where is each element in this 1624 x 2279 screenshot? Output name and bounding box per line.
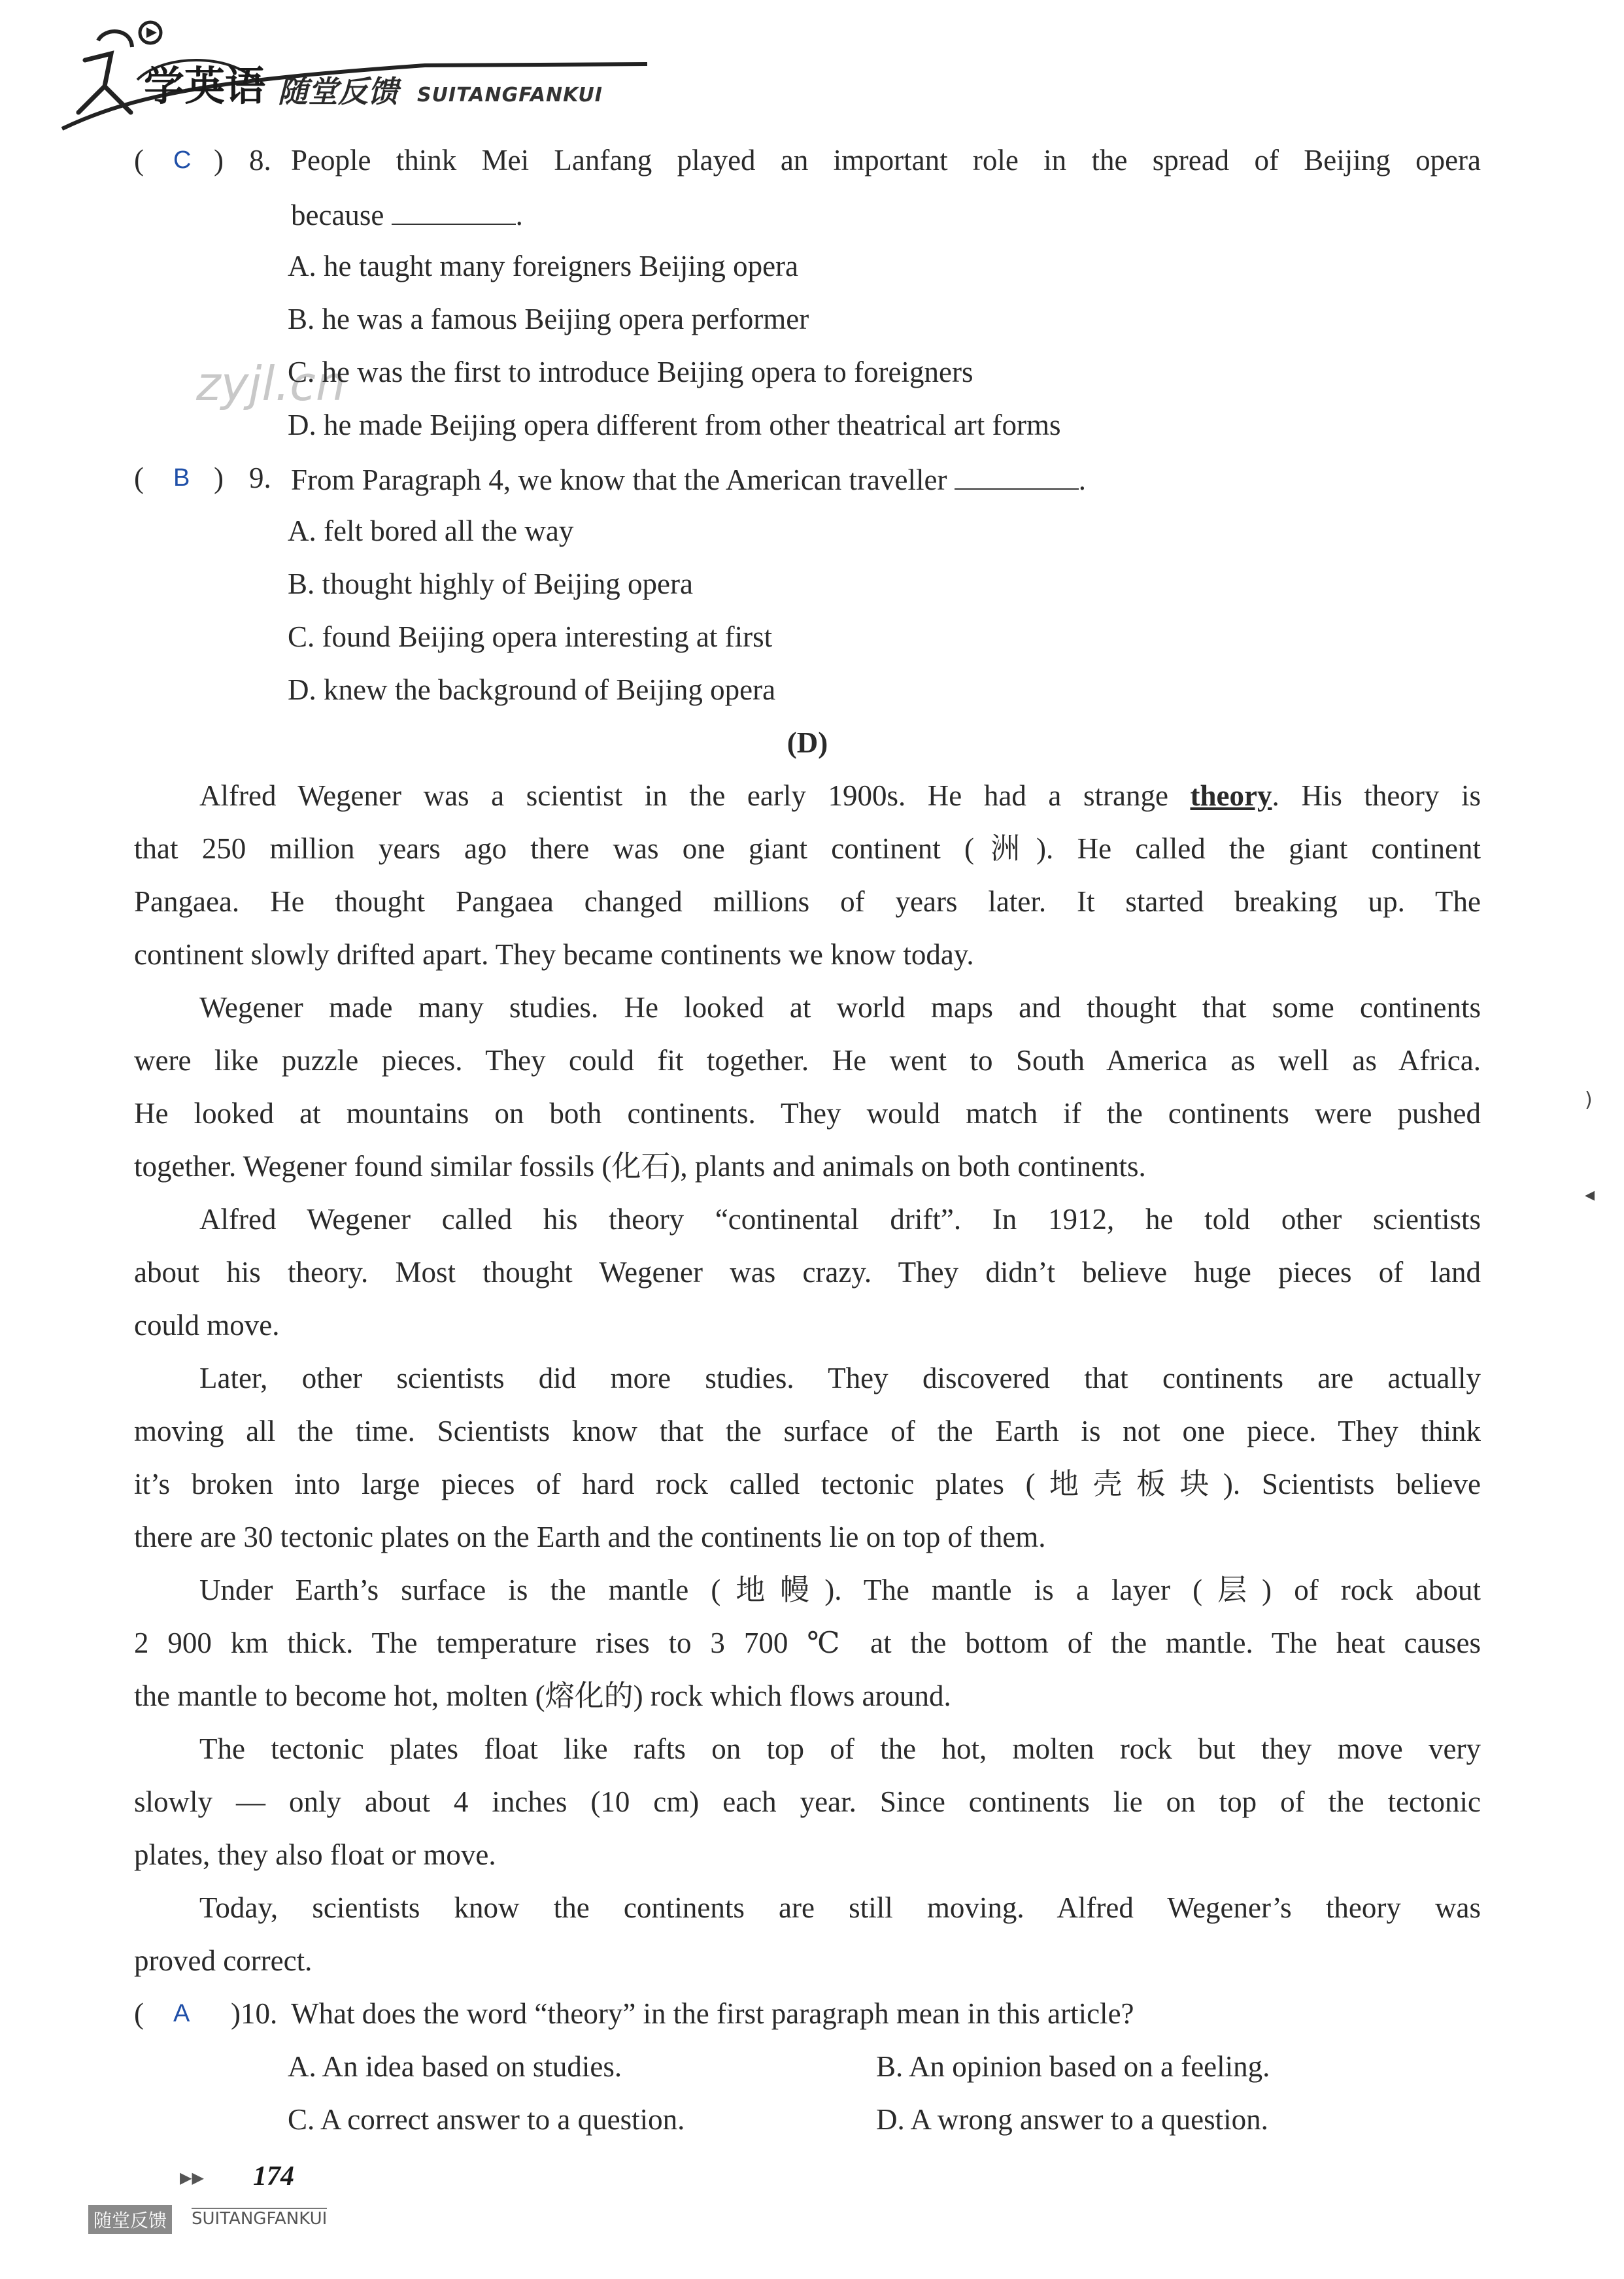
passage-line: continent slowly drifted apart. They became continents we know today. xyxy=(134,938,974,971)
answer-letter: C xyxy=(173,146,192,174)
passage-line: proved correct. xyxy=(134,1944,313,1977)
answer-blank xyxy=(955,452,1079,490)
passage-line: slowly — only about 4 inches (10 cm) each year. Since continents lie on top of the tectonic xyxy=(134,1785,1481,1818)
passage-line: there are 30 tectonic plates on the Earth and the continents lie on top of them. xyxy=(134,1521,1046,1553)
passage-line: were like puzzle pieces. They could fit together. He went to South America as well as Africa. xyxy=(134,1044,1481,1077)
passage-line: Today, scientists know the continents are still moving. Alfred Wegener’s theory was xyxy=(199,1891,1481,1924)
passage-line: Alfred Wegener was a scientist in the early 1900s. He had a strange theory. His theory is xyxy=(199,779,1481,812)
passage-line: Alfred Wegener called his theory “continental drift”. In 1912, he told other scientists xyxy=(199,1203,1481,1236)
passage-line: Under Earth’s surface is the mantle (地幔). The mantle is a layer (层) of rock about xyxy=(199,1574,1481,1606)
question-10: ( A )10. What does the word “theory” in the first paragraph mean in this article? xyxy=(134,1987,1481,2040)
passage-line: The tectonic plates float like rafts on top of the hot, molten rock but they move very xyxy=(199,1732,1481,1765)
passage-line: together. Wegener found similar fossils (化石), plants and animals on both continents. xyxy=(134,1150,1146,1183)
answer-blank xyxy=(392,187,516,225)
answer-letter: B xyxy=(173,464,190,492)
arrow-icon: ▶▶ xyxy=(180,2169,204,2187)
option-d: D. A wrong answer to a question. xyxy=(876,2103,1268,2136)
passage-line: about his theory. Most thought Wegener was crazy. They didn’t believe huge pieces of land xyxy=(134,1256,1481,1289)
passage-line: the mantle to become hot, molten (熔化的) rock which flows around. xyxy=(134,1680,951,1712)
page-content: ( C ) 8. People think Mei Lanfang played an important role in the spread of Beijing opera because . A. he taught many foreigners Beijing opera B. he was a famous Beijing opera performer C. he was the first to introduce Beijing opera to foreigners D. he made Beijing opera different from other theatrical art forms ( B ) 9. From Paragraph 4, we know that the American traveller . A. felt bored all the way B. thought highly of Beijing opera C. found Beijing opera interesting at first D. knew the background of Beijing opera (D) Alfred Wegener was a scientist in the early 1900s. He had a strange theory. His theory is that 250 million years ago there was one giant continent (洲). He called the giant continent Pangaea. He thought Pangaea changed millions of years later. It started breaking up. The continent slowly drifted apart. They became continents we know today. Wegener made many studies. He looked at world maps and thought that some continents were like puzzle pieces. They could fit together. He went to South America as well as Africa. He looked at mountains on both continents. They would match if the continents were pushed together. Wegener found similar fossils (化石), plants and animals on both continents. Alfred Wegener called his theory “continental drift”. In 1912, he told other scientists about his theory. Most thought Wegener was crazy. They didn’t believe huge pieces of land could move. Later, other scientists did more studies. They discovered that continents are actually moving all the time. Scientists know that the surface of the Earth is not one piece. They think it’s broken into large pieces of hard rock called tectonic plates (地壳板块). Scientists believe there are 30 tectonic plates on the Earth and the continents lie on top of them. Under Earth’s surface is the mantle (地幔). The mantle is a layer (层) of rock about 2 900 km thick. The temperature rises to 3 700 ℃ at the bottom of the mantle. The heat causes the mantle to become hot, molten (熔化的) rock which flows around. The tectonic plates float like rafts on top of the hot, molten rock but they move very slowly — only about 4 inches (10 cm) each year. Since continents lie on top of the tectonic plates, they also float or move. Today, scientists know the continents are still moving. Alfred Wegener’s theory was proved correct. ( A )10. What does the word “theory” in the first paragraph mean in this article? A. An idea based on studies. B. An opinion based on a feeling. C. A correct answer to a question. D. A wrong answer to a question. xyxy=(134,134,1481,2146)
passage-line: could move. xyxy=(134,1309,280,1342)
question-number: )10. xyxy=(231,1997,278,2030)
option-b: B. thought highly of Beijing opera xyxy=(288,567,693,600)
question-number: 8. xyxy=(249,144,271,177)
option-b: B. he was a famous Beijing opera performer xyxy=(288,303,809,335)
section-title: (D) xyxy=(787,726,828,759)
watermark: zyjl.cn xyxy=(196,356,346,411)
option-c: C. he was the first to introduce Beijing opera to foreigners xyxy=(288,356,973,388)
question-stem: What does the word “theory” in the first paragraph mean in this article? xyxy=(291,1997,1134,2030)
option-b: B. An opinion based on a feeling. xyxy=(876,2050,1270,2083)
passage-line: it’s broken into large pieces of hard rock called tectonic plates (地壳板块). Scientists believe xyxy=(134,1468,1481,1500)
passage-line: 2 900 km thick. The temperature rises to 3 700 ℃ at the bottom of the mantle. The heat causes xyxy=(134,1627,1481,1659)
page-number: 174 xyxy=(253,2161,294,2191)
question-number: 9. xyxy=(249,462,271,494)
page-header xyxy=(59,14,660,139)
footer-latin: SUITANGFANKUI xyxy=(192,2209,328,2229)
option-d: D. knew the background of Beijing opera xyxy=(288,673,776,706)
option-a: A. An idea based on studies. xyxy=(288,2050,622,2083)
page-footer xyxy=(62,2161,389,2259)
option-d: D. he made Beijing opera different from other theatrical art forms xyxy=(288,409,1061,441)
question-stem: From Paragraph 4, we know that the American traveller xyxy=(291,464,947,496)
question-stem: People think Mei Lanfang played an important role in the spread of Beijing opera xyxy=(291,144,1481,177)
header-title-main: 学英语 xyxy=(144,62,266,110)
margin-mark: ) xyxy=(1585,1089,1593,1111)
option-c: C. found Beijing opera interesting at first xyxy=(288,620,773,653)
option-c: C. A correct answer to a question. xyxy=(288,2103,685,2136)
question-8: ( C ) 8. People think Mei Lanfang played an important role in the spread of Beijing opera xyxy=(134,134,1481,187)
passage-line: plates, they also float or move. xyxy=(134,1838,496,1871)
question-stem-continued: because xyxy=(291,199,384,231)
passage-line: Later, other scientists did more studies. They discovered that continents are actually xyxy=(199,1362,1481,1394)
passage-line: moving all the time. Scientists know that the surface of the Earth is not one piece. They think xyxy=(134,1415,1481,1447)
header-title-sub: 随堂反馈 xyxy=(278,74,398,109)
answer-letter: A xyxy=(173,2000,190,2027)
passage-line: Wegener made many studies. He looked at world maps and thought that some continents xyxy=(199,991,1481,1024)
passage-line: He looked at mountains on both continents. They would match if the continents were pushed xyxy=(134,1097,1481,1130)
footer-badge: 随堂反馈 xyxy=(88,2205,172,2234)
question-9: ( B ) 9. From Paragraph 4, we know that the American traveller . xyxy=(134,452,1481,505)
passage-line: Pangaea. He thought Pangaea changed millions of years later. It started breaking up. The xyxy=(134,885,1481,918)
passage-line: that 250 million years ago there was one giant continent (洲). He called the giant continent xyxy=(134,832,1481,865)
margin-mark: ◂ xyxy=(1585,1183,1595,1206)
header-title-latin: SUITANGFANKUI xyxy=(417,84,603,107)
option-a: A. he taught many foreigners Beijing opera xyxy=(288,250,799,282)
key-word: theory xyxy=(1190,779,1272,812)
option-a: A. felt bored all the way xyxy=(288,515,574,547)
